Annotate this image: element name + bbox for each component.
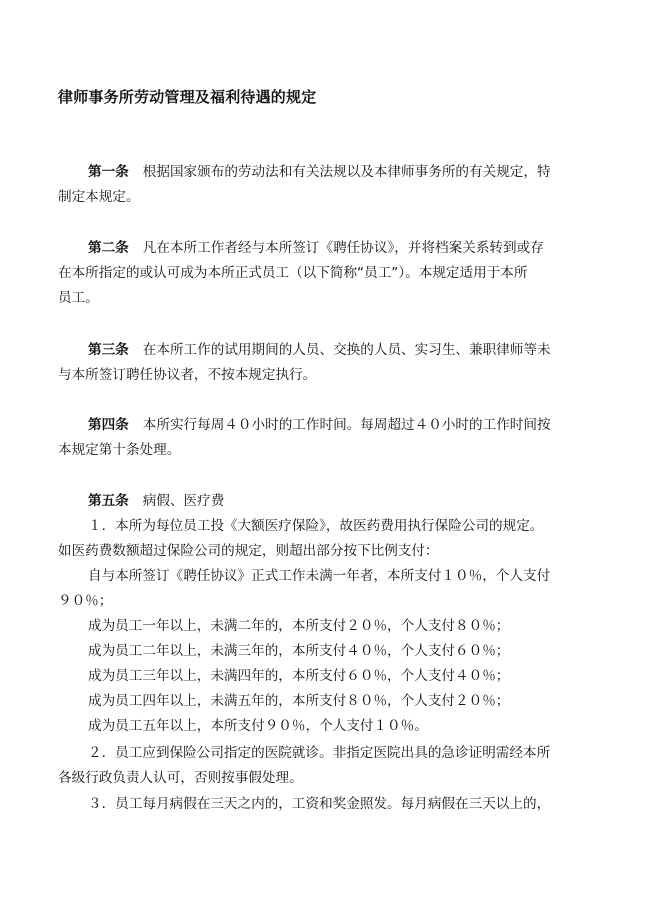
article-3 [58,338,598,388]
clause-paragraph: １．本所为每位员工投《大额医疗保险》，故医药费用执行保险公司的规定。 [88,518,544,534]
article-text: 病假、医疗费 [142,493,225,509]
article-4 [58,413,598,463]
article-label: 第三条 [88,342,129,358]
rate-line: 成为员工五年以上，本所支付９０％，个人支付１０％。 [88,718,428,734]
clause-paragraph: ３．员工每月病假在三天之内的，工资和奖金照发。每月病假在三天以上的， [88,796,551,812]
article-text: 本规定第十条处理。 [58,442,181,458]
article-text: 制定本规定。 [58,189,140,205]
clause-paragraph: ２．员工应到保险公司指定的医院就诊。非指定医院出具的急诊证明需经本所 [88,745,551,761]
rate-line: 自与本所签订《聘任协议》正式工作未满一年者，本所支付１０％，个人支付 [88,568,551,584]
article-label: 第五条 [88,493,129,509]
article-text: 本所实行每周４０小时的工作时间。每周超过４０小时的工作时间按 [142,417,551,433]
clause-paragraph: 如医药费数额超过保险公司的规定，则超出部分按下比例支付： [58,543,439,559]
article-text: 员工。 [58,290,99,306]
article-label: 第一条 [88,164,129,180]
article-text: 与本所签订聘任协议者，不按本规定执行。 [58,367,317,383]
article-text: 根据国家颁布的劳动法和有关法规以及本律师事务所的有关规定，特 [142,164,551,180]
rate-line: ９０％； [58,593,113,609]
rate-line: 成为员工三年以上，未满四年的，本所支付６０％，个人支付４０％； [88,668,510,684]
article-label: 第四条 [88,417,129,433]
rate-line: 成为员工一年以上，未满二年的，本所支付２０％，个人支付８０％； [88,618,510,634]
article-label: 第二条 [88,240,129,256]
article-text: 在本所工作的试用期间的人员、交换的人员、实习生、兼职律师等未 [142,342,551,358]
clause-paragraph: 各级行政负责人认可，否则按事假处理。 [58,770,303,786]
rate-line: 成为员工四年以上，未满五年的，本所支付８０％，个人支付２０％； [88,693,510,709]
article-text: 凡在本所工作者经与本所签订《聘任协议》，并将档案关系转到或存 [142,240,544,256]
document-title: 律师事务所劳动管理及福利待遇的规定 [58,88,317,106]
rate-line: 成为员工二年以上，未满三年的，本所支付４０％，个人支付６０％； [88,643,510,659]
article-2 [58,236,598,311]
article-5 [58,489,598,514]
article-1 [58,160,598,210]
article-text: 在本所指定的或认可成为本所正式员工（以下简称“员工”）。本规定适用于本所 [58,265,528,281]
